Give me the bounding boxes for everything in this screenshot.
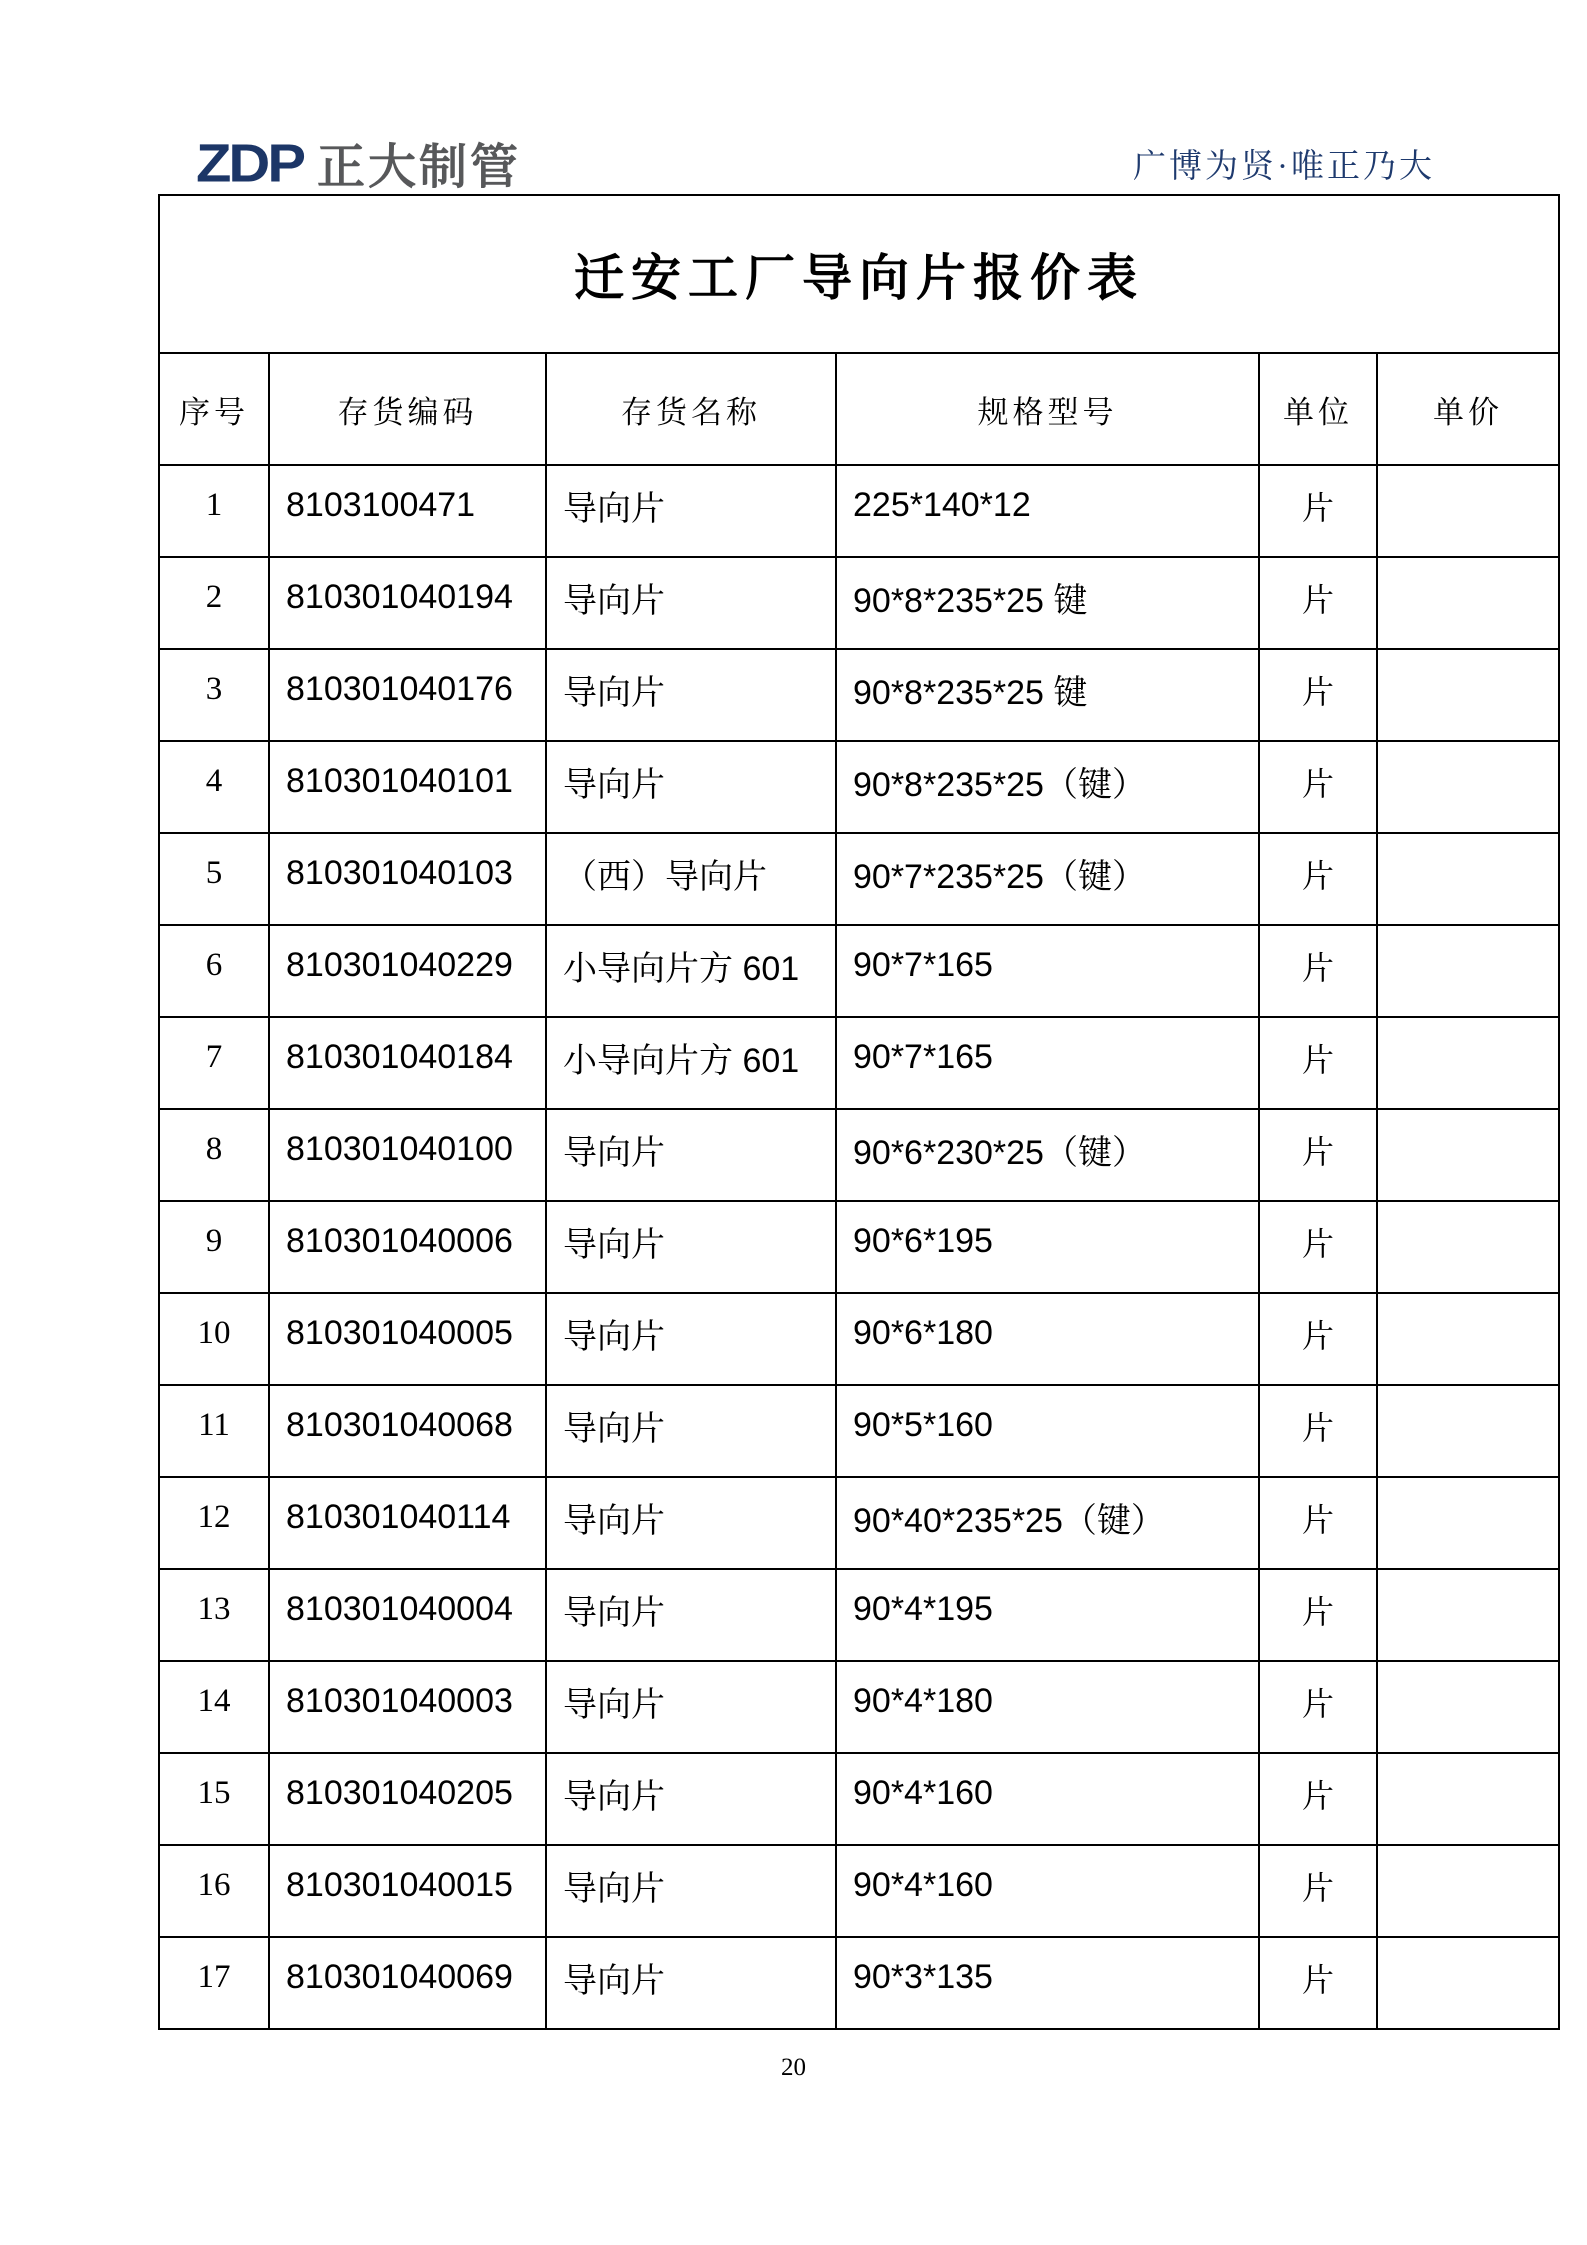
cell-spec-model: 90*5*160: [836, 1385, 1259, 1477]
cell-unit-price: [1377, 1477, 1559, 1569]
cell-spec-model: 90*6*195: [836, 1201, 1259, 1293]
table-row: [159, 1569, 1559, 1661]
table-header-row: [159, 353, 1559, 465]
column-header: 存货名称: [546, 353, 836, 465]
cell-serial-number: 14: [159, 1661, 269, 1753]
cell-unit-price: [1377, 1753, 1559, 1845]
cell-inventory-code: 810301040229: [269, 925, 546, 1017]
cell-unit: 片: [1259, 1109, 1377, 1201]
cell-unit: 片: [1259, 465, 1377, 557]
cell-inventory-code: 810301040205: [269, 1753, 546, 1845]
cell-unit: 片: [1259, 557, 1377, 649]
cell-serial-number: 10: [159, 1293, 269, 1385]
cell-serial-number: 15: [159, 1753, 269, 1845]
cell-spec-model: 90*3*135: [836, 1937, 1259, 2029]
title-row: [159, 195, 1559, 353]
cell-unit: 片: [1259, 1201, 1377, 1293]
cell-inventory-code: 8103100471: [269, 465, 546, 557]
cell-unit-price: [1377, 833, 1559, 925]
cell-inventory-name: 导向片: [546, 1293, 836, 1385]
cell-unit-price: [1377, 465, 1559, 557]
cell-spec-model: 90*4*160: [836, 1845, 1259, 1937]
cell-spec-model: 90*7*165: [836, 1017, 1259, 1109]
column-header: 单价: [1377, 353, 1559, 465]
cell-inventory-name: 导向片: [546, 649, 836, 741]
cell-inventory-code: 810301040006: [269, 1201, 546, 1293]
cell-spec-model: 90*8*235*25 键: [836, 557, 1259, 649]
cell-serial-number: 11: [159, 1385, 269, 1477]
cell-serial-number: 1: [159, 465, 269, 557]
cell-unit-price: [1377, 1661, 1559, 1753]
document-title: 迁安工厂导向片报价表: [574, 250, 1145, 306]
cell-inventory-code: 810301040015: [269, 1845, 546, 1937]
cell-unit-price: [1377, 1385, 1559, 1477]
cell-unit-price: [1377, 649, 1559, 741]
cell-inventory-code: 810301040184: [269, 1017, 546, 1109]
company-name: 正大制管: [317, 141, 522, 194]
cell-unit: 片: [1259, 833, 1377, 925]
cell-spec-model: 90*4*180: [836, 1661, 1259, 1753]
cell-spec-model: 90*7*235*25（键）: [836, 833, 1259, 925]
cell-serial-number: 3: [159, 649, 269, 741]
cell-inventory-name: （西）导向片: [546, 833, 836, 925]
cell-inventory-code: 810301040101: [269, 741, 546, 833]
table-row: [159, 1937, 1559, 2029]
column-header: 存货编码: [269, 353, 546, 465]
table-row: [159, 925, 1559, 1017]
cell-serial-number: 12: [159, 1477, 269, 1569]
cell-inventory-name: 小导向片方 601: [546, 925, 836, 1017]
table-row: [159, 649, 1559, 741]
cell-unit: 片: [1259, 1017, 1377, 1109]
cell-spec-model: 90*7*165: [836, 925, 1259, 1017]
table-row: [159, 1109, 1559, 1201]
cell-serial-number: 5: [159, 833, 269, 925]
cell-spec-model: 90*4*195: [836, 1569, 1259, 1661]
cell-unit-price: [1377, 1293, 1559, 1385]
table-row: [159, 465, 1559, 557]
cell-inventory-name: 导向片: [546, 465, 836, 557]
cell-inventory-code: 810301040004: [269, 1569, 546, 1661]
cell-spec-model: 90*40*235*25（键）: [836, 1477, 1259, 1569]
cell-inventory-name: 导向片: [546, 1385, 836, 1477]
column-header: 规格型号: [836, 353, 1259, 465]
table-row: [159, 1661, 1559, 1753]
cell-unit: 片: [1259, 1661, 1377, 1753]
cell-inventory-code: 810301040176: [269, 649, 546, 741]
column-header: 单位: [1259, 353, 1377, 465]
cell-serial-number: 7: [159, 1017, 269, 1109]
cell-unit-price: [1377, 557, 1559, 649]
cell-serial-number: 17: [159, 1937, 269, 2029]
cell-inventory-name: 导向片: [546, 1845, 836, 1937]
cell-unit: 片: [1259, 1845, 1377, 1937]
cell-unit: 片: [1259, 1385, 1377, 1477]
cell-unit-price: [1377, 1109, 1559, 1201]
table-row: [159, 557, 1559, 649]
cell-unit: 片: [1259, 1937, 1377, 2029]
table-row: [159, 1017, 1559, 1109]
cell-serial-number: 6: [159, 925, 269, 1017]
cell-inventory-name: 小导向片方 601: [546, 1017, 836, 1109]
cell-serial-number: 9: [159, 1201, 269, 1293]
cell-spec-model: 225*140*12: [836, 465, 1259, 557]
cell-unit-price: [1377, 1017, 1559, 1109]
cell-unit: 片: [1259, 1293, 1377, 1385]
cell-unit: 片: [1259, 1477, 1377, 1569]
letterhead: [0, 0, 1587, 196]
table-row: [159, 1201, 1559, 1293]
cell-inventory-name: 导向片: [546, 1569, 836, 1661]
cell-inventory-code: 810301040194: [269, 557, 546, 649]
table-row: [159, 1753, 1559, 1845]
table-row: [159, 741, 1559, 833]
cell-inventory-code: 810301040003: [269, 1661, 546, 1753]
cell-spec-model: 90*4*160: [836, 1753, 1259, 1845]
cell-spec-model: 90*6*180: [836, 1293, 1259, 1385]
cell-inventory-name: 导向片: [546, 1477, 836, 1569]
cell-unit-price: [1377, 1569, 1559, 1661]
cell-serial-number: 4: [159, 741, 269, 833]
cell-unit: 片: [1259, 649, 1377, 741]
cell-spec-model: 90*6*230*25（键）: [836, 1109, 1259, 1201]
cell-unit: 片: [1259, 925, 1377, 1017]
cell-inventory-code: 810301040069: [269, 1937, 546, 2029]
table-row: [159, 1385, 1559, 1477]
cell-inventory-code: 810301040103: [269, 833, 546, 925]
cell-inventory-name: 导向片: [546, 1753, 836, 1845]
cell-inventory-code: 810301040068: [269, 1385, 546, 1477]
cell-serial-number: 13: [159, 1569, 269, 1661]
cell-spec-model: 90*8*235*25（键）: [836, 741, 1259, 833]
cell-unit-price: [1377, 1937, 1559, 2029]
cell-unit: 片: [1259, 1753, 1377, 1845]
cell-unit: 片: [1259, 1569, 1377, 1661]
company-logo: [196, 128, 521, 197]
cell-inventory-code: 810301040114: [269, 1477, 546, 1569]
cell-spec-model: 90*8*235*25 键: [836, 649, 1259, 741]
cell-inventory-code: 810301040100: [269, 1109, 546, 1201]
column-header: 序号: [159, 353, 269, 465]
cell-serial-number: 2: [159, 557, 269, 649]
cell-unit-price: [1377, 741, 1559, 833]
cell-inventory-name: 导向片: [546, 1937, 836, 2029]
cell-unit-price: [1377, 1201, 1559, 1293]
cell-inventory-name: 导向片: [546, 1109, 836, 1201]
company-slogan: 广博为贤·唯正乃大: [1133, 149, 1435, 185]
cell-inventory-code: 810301040005: [269, 1293, 546, 1385]
cell-inventory-name: 导向片: [546, 557, 836, 649]
cell-serial-number: 8: [159, 1109, 269, 1201]
cell-inventory-name: 导向片: [546, 1661, 836, 1753]
cell-unit-price: [1377, 1845, 1559, 1937]
page-number: 20: [781, 2054, 806, 2081]
document-title-cell: [159, 195, 1559, 353]
table-body: [159, 465, 1559, 2029]
cell-unit: 片: [1259, 741, 1377, 833]
table-row: [159, 1845, 1559, 1937]
table-row: [159, 1293, 1559, 1385]
cell-inventory-name: 导向片: [546, 1201, 836, 1293]
quotation-table: [158, 194, 1560, 2030]
table-row: [159, 1477, 1559, 1569]
cell-unit-price: [1377, 925, 1559, 1017]
cell-inventory-name: 导向片: [546, 741, 836, 833]
table-row: [159, 833, 1559, 925]
zdp-logo-mark: ZDP: [196, 133, 303, 194]
cell-serial-number: 16: [159, 1845, 269, 1937]
